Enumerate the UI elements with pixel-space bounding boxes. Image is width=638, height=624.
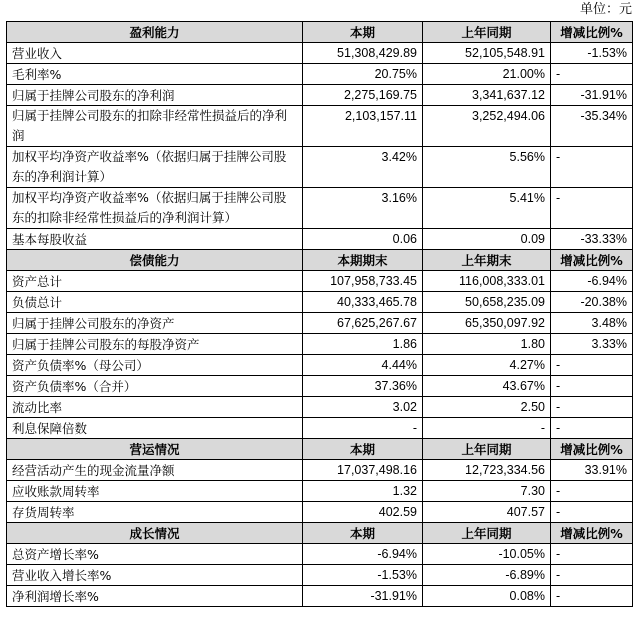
change-ratio: -1.53% — [551, 43, 633, 64]
change-ratio: -35.34% — [551, 106, 633, 147]
previous-value: 7.30 — [423, 481, 551, 502]
table-row — [7, 397, 633, 418]
table-row — [7, 565, 633, 586]
section-header-row — [7, 523, 633, 544]
unit-label: 单位：元 — [579, 2, 632, 17]
previous-value: 4.27% — [423, 355, 551, 376]
current-value: 107,958,733.45 — [303, 271, 423, 292]
change-ratio: - — [551, 418, 633, 439]
change-ratio-header: 增减比例% — [551, 250, 633, 271]
current-value: 1.32 — [303, 481, 423, 502]
indicator-label: 毛利率% — [7, 64, 303, 85]
table-row — [7, 313, 633, 334]
indicator-label: 营业收入增长率% — [7, 565, 303, 586]
indicator-label: 负债总计 — [7, 292, 303, 313]
change-ratio: - — [551, 481, 633, 502]
indicator-label: 基本每股收益 — [7, 229, 303, 250]
table-row — [7, 460, 633, 481]
previous-value: 5.41% — [423, 188, 551, 229]
table-row — [7, 334, 633, 355]
table-row — [7, 271, 633, 292]
change-ratio-header: 增减比例% — [551, 523, 633, 544]
current-value: 40,333,465.78 — [303, 292, 423, 313]
previous-value: 2.50 — [423, 397, 551, 418]
table-row — [7, 418, 633, 439]
change-ratio: - — [551, 565, 633, 586]
change-ratio: - — [551, 586, 633, 607]
current-value: 4.44% — [303, 355, 423, 376]
change-ratio: - — [551, 64, 633, 85]
indicator-label: 经营活动产生的现金流量净额 — [7, 460, 303, 481]
table-row — [7, 188, 633, 229]
indicator-label: 净利润增长率% — [7, 586, 303, 607]
indicator-label: 归属于挂牌公司股东的净利润 — [7, 85, 303, 106]
indicator-label: 归属于挂牌公司股东的每股净资产 — [7, 334, 303, 355]
table-row — [7, 544, 633, 565]
previous-period-header: 上年同期 — [423, 523, 551, 544]
previous-period-header: 上年同期 — [423, 22, 551, 43]
table-row — [7, 586, 633, 607]
table-row — [7, 376, 633, 397]
current-value: 20.75% — [303, 64, 423, 85]
previous-value: 1.80 — [423, 334, 551, 355]
table-row — [7, 481, 633, 502]
current-value: -1.53% — [303, 565, 423, 586]
previous-value: 3,341,637.12 — [423, 85, 551, 106]
previous-value: -6.89% — [423, 565, 551, 586]
table-row — [7, 85, 633, 106]
change-ratio: -6.94% — [551, 271, 633, 292]
current-period-header: 本期 — [303, 439, 423, 460]
current-value: 51,308,429.89 — [303, 43, 423, 64]
previous-value: 43.67% — [423, 376, 551, 397]
table-row — [7, 43, 633, 64]
indicator-label: 利息保障倍数 — [7, 418, 303, 439]
indicator-label: 归属于挂牌公司股东的扣除非经常性损益后的净利润 — [7, 106, 303, 147]
table-row — [7, 147, 633, 188]
table-row — [7, 292, 633, 313]
current-value: 1.86 — [303, 334, 423, 355]
current-value: -31.91% — [303, 586, 423, 607]
previous-value: 21.00% — [423, 64, 551, 85]
indicator-label: 归属于挂牌公司股东的净资产 — [7, 313, 303, 334]
previous-value: 12,723,334.56 — [423, 460, 551, 481]
section-header-row — [7, 250, 633, 271]
change-ratio: - — [551, 147, 633, 188]
current-value: 3.16% — [303, 188, 423, 229]
previous-value: 0.09 — [423, 229, 551, 250]
current-period-header: 本期 — [303, 22, 423, 43]
table-row — [7, 229, 633, 250]
current-value: 2,103,157.11 — [303, 106, 423, 147]
table-row — [7, 106, 633, 147]
current-value: 3.02 — [303, 397, 423, 418]
current-value: 37.36% — [303, 376, 423, 397]
change-ratio-header: 增减比例% — [551, 439, 633, 460]
change-ratio: - — [551, 544, 633, 565]
current-value: 17,037,498.16 — [303, 460, 423, 481]
indicator-label: 资产负债率%（母公司） — [7, 355, 303, 376]
previous-period-header: 上年同期 — [423, 439, 551, 460]
change-ratio: 3.33% — [551, 334, 633, 355]
previous-value: 50,658,235.09 — [423, 292, 551, 313]
current-value: 402.59 — [303, 502, 423, 523]
section-title: 成长情况 — [7, 523, 303, 544]
indicator-label: 存货周转率 — [7, 502, 303, 523]
indicator-label: 加权平均净资产收益率%（依据归属于挂牌公司股东的净利润计算） — [7, 147, 303, 188]
change-ratio: -33.33% — [551, 229, 633, 250]
current-value: 2,275,169.75 — [303, 85, 423, 106]
change-ratio-header: 增减比例% — [551, 22, 633, 43]
financial-indicators-table — [6, 21, 633, 607]
current-period-header: 本期 — [303, 523, 423, 544]
change-ratio: 3.48% — [551, 313, 633, 334]
indicator-label: 加权平均净资产收益率%（依据归属于挂牌公司股东的扣除非经常性损益后的净利润计算） — [7, 188, 303, 229]
previous-value: - — [423, 418, 551, 439]
change-ratio: - — [551, 397, 633, 418]
current-value: -6.94% — [303, 544, 423, 565]
previous-value: -10.05% — [423, 544, 551, 565]
section-header-row — [7, 22, 633, 43]
current-value: 0.06 — [303, 229, 423, 250]
change-ratio: - — [551, 355, 633, 376]
previous-value: 3,252,494.06 — [423, 106, 551, 147]
indicator-label: 资产负债率%（合并） — [7, 376, 303, 397]
change-ratio: - — [551, 188, 633, 229]
previous-value: 65,350,097.92 — [423, 313, 551, 334]
table-row — [7, 355, 633, 376]
financial-indicators-body — [7, 22, 633, 607]
section-title: 营运情况 — [7, 439, 303, 460]
previous-period-header: 上年期末 — [423, 250, 551, 271]
section-header-row — [7, 439, 633, 460]
previous-value: 407.57 — [423, 502, 551, 523]
change-ratio: 33.91% — [551, 460, 633, 481]
indicator-label: 资产总计 — [7, 271, 303, 292]
change-ratio: -31.91% — [551, 85, 633, 106]
table-row — [7, 64, 633, 85]
change-ratio: -20.38% — [551, 292, 633, 313]
change-ratio: - — [551, 376, 633, 397]
indicator-label: 总资产增长率% — [7, 544, 303, 565]
section-title: 盈利能力 — [7, 22, 303, 43]
indicator-label: 营业收入 — [7, 43, 303, 64]
current-value: 3.42% — [303, 147, 423, 188]
change-ratio: - — [551, 502, 633, 523]
indicator-label: 应收账款周转率 — [7, 481, 303, 502]
current-value: - — [303, 418, 423, 439]
indicator-label: 流动比率 — [7, 397, 303, 418]
current-value: 67,625,267.67 — [303, 313, 423, 334]
table-row — [7, 502, 633, 523]
section-title: 偿债能力 — [7, 250, 303, 271]
previous-value: 0.08% — [423, 586, 551, 607]
current-period-header: 本期期末 — [303, 250, 423, 271]
previous-value: 116,008,333.01 — [423, 271, 551, 292]
previous-value: 5.56% — [423, 147, 551, 188]
previous-value: 52,105,548.91 — [423, 43, 551, 64]
